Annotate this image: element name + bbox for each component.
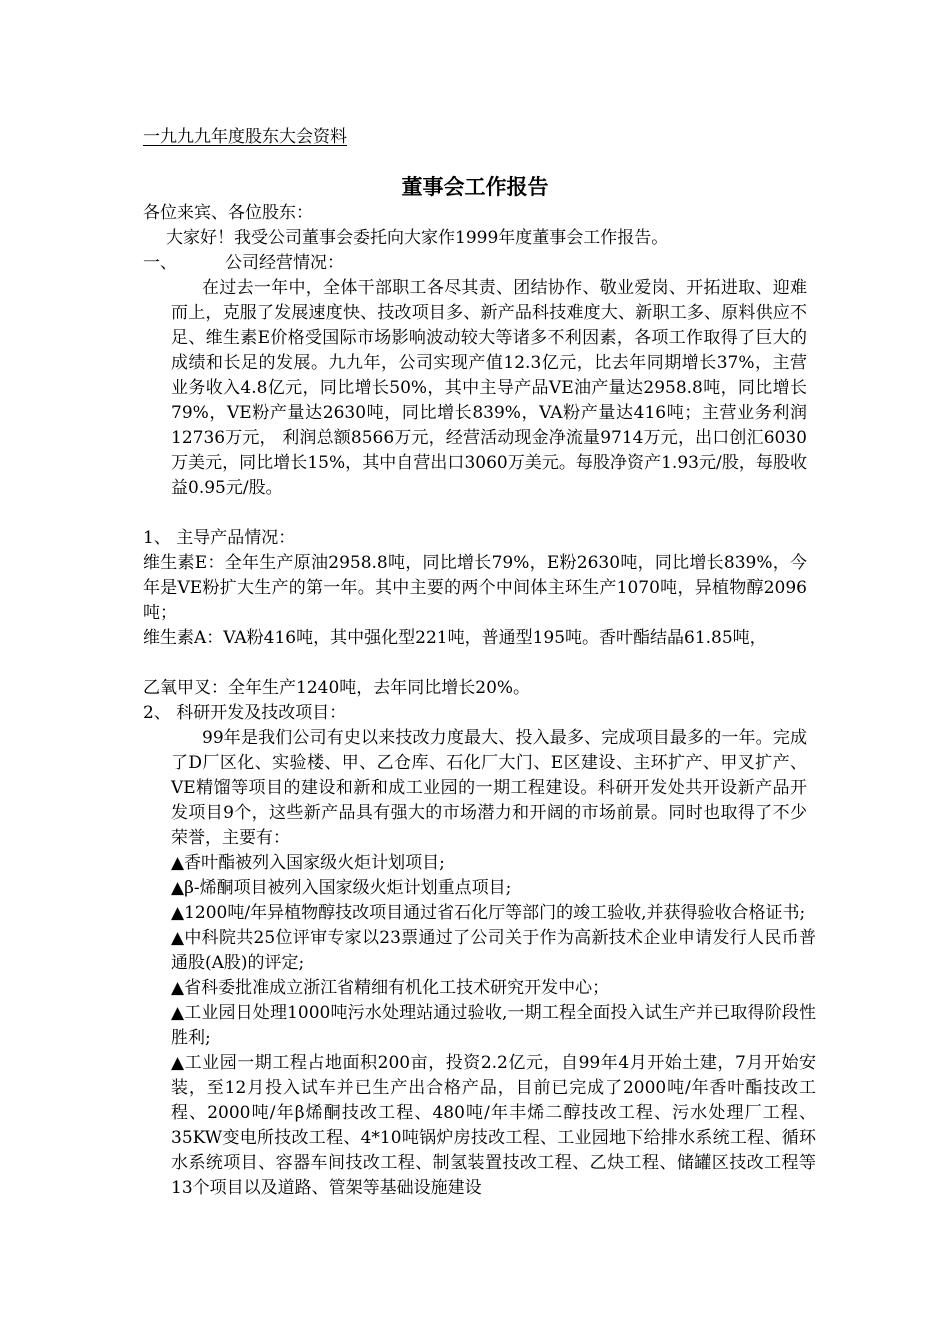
list-item: ▲中科院共25位评审专家以23票通过了公司关于作为高新技术企业申请发行人民币普通股(A股)的评定; [171, 928, 816, 973]
list-item: ▲香叶酯被列入国家级火炬计划项目; [171, 853, 445, 873]
vitamin-e-paragraph: 维生素E：全年生产原油2958.8吨，同比增长79%，E粉2630吨，同比增长839%，今年是VE粉扩大生产的第一年。其中主要的两个中间体主环生产1070吨，异植物醇2096吨； [143, 553, 807, 623]
subsection2-intro: 99年是我们公司有史以来技改力度最大、投入最多、完成项目最多的一年。完成了D厂区化、实验楼、甲、乙仓库、石化厂大门、E区建设、主环扩产、甲叉扩产、VE精馏等项目的建设和新和成工业园的一期工程建设。科研开发处共开设新产品开发项目9个，这些新产品具有强大的市场潜力和开阔的市场前景。同时也取得了不少荣誉，主要有： [171, 728, 807, 848]
report-title: 董事会工作报告 [401, 174, 549, 199]
section1-number: 一、 [143, 253, 177, 273]
meeting-title: 一九九九年度股东大会资料 [143, 127, 347, 147]
list-item: ▲工业园日处理1000吨污水处理站通过验收,一期工程全面投入试生产并已取得阶段性胜利; [171, 1003, 816, 1048]
section1-heading [143, 251, 344, 276]
subsection1-heading: 1、 主导产品情况： [143, 528, 296, 548]
ethoxy-paragraph: 乙氧甲叉：全年生产1240吨，去年同比增长20%。 [143, 678, 531, 698]
list-item: ▲β-烯酮项目被列入国家级火炬计划重点项目; [171, 878, 512, 898]
section1-body: 在过去一年中，全体干部职工各尽其责、团结协作、敬业爱岗、开拓进取、迎难而上，克服了发展速度快、技改项目多、新产品科技难度大、新职工多、原料供应不足、维生素E价格受国际市场影响波动较大等诸多不利因素，各项工作取得了巨大的成绩和长足的发展。九九年，公司实现产值12.3亿元，比去年同期增长37%，主营业务收入4.8亿元，同比增长50%，其中主导产品VE油产量达2958.8吨，同比增长79%，VE粉产量达2630吨，同比增长839%，VA粉产量达416吨；主营业务利润12736万元， 利润总额8566万元，经营活动现金净流量9714万元，出口创汇6030万美元，同比增长15%，其中自营出口3060万美元。每股净资产1.93元/股，每股收益0.95元/股。 [171, 278, 807, 498]
vitamin-a-paragraph: 维生素A：VA粉416吨，其中强化型221吨，普通型195吨。香叶酯结晶61.85吨， [143, 628, 767, 648]
section1-title: 公司经营情况： [225, 253, 344, 273]
list-item: ▲1200吨/年异植物醇技改项目通过省石化厅等部门的竣工验收,并获得验收合格证书; [171, 903, 806, 923]
honors-list [171, 851, 816, 1201]
greeting: 大家好！我受公司董事会委托向大家作1999年度董事会工作报告。 [166, 228, 669, 248]
subsection2-heading: 2、 科研开发及技改项目： [143, 703, 347, 723]
list-item: ▲省科委批准成立浙江省精细有机化工技术研究开发中心； [171, 978, 610, 998]
salutation: 各位来宾、各位股东： [143, 203, 313, 223]
list-item: ▲工业园一期工程占地面积200亩，投资2.2亿元，自99年4月开始土建，7月开始安装，至12月投入试车并已生产出合格产品，目前已完成了2000吨/年香叶酯技改工程、2000吨/年β烯酮技改工程、480吨/年丰烯二醇技改工程、污水处理厂工程、35KW变电所技改工程、4*10吨锅炉房技改工程、工业园地下给排水系统工程、循环水系统项目、容器车间技改工程、制氢装置技改工程、乙炔工程、储罐区技改工程等13个项目以及道路、管架等基础设施建设 [171, 1053, 816, 1198]
